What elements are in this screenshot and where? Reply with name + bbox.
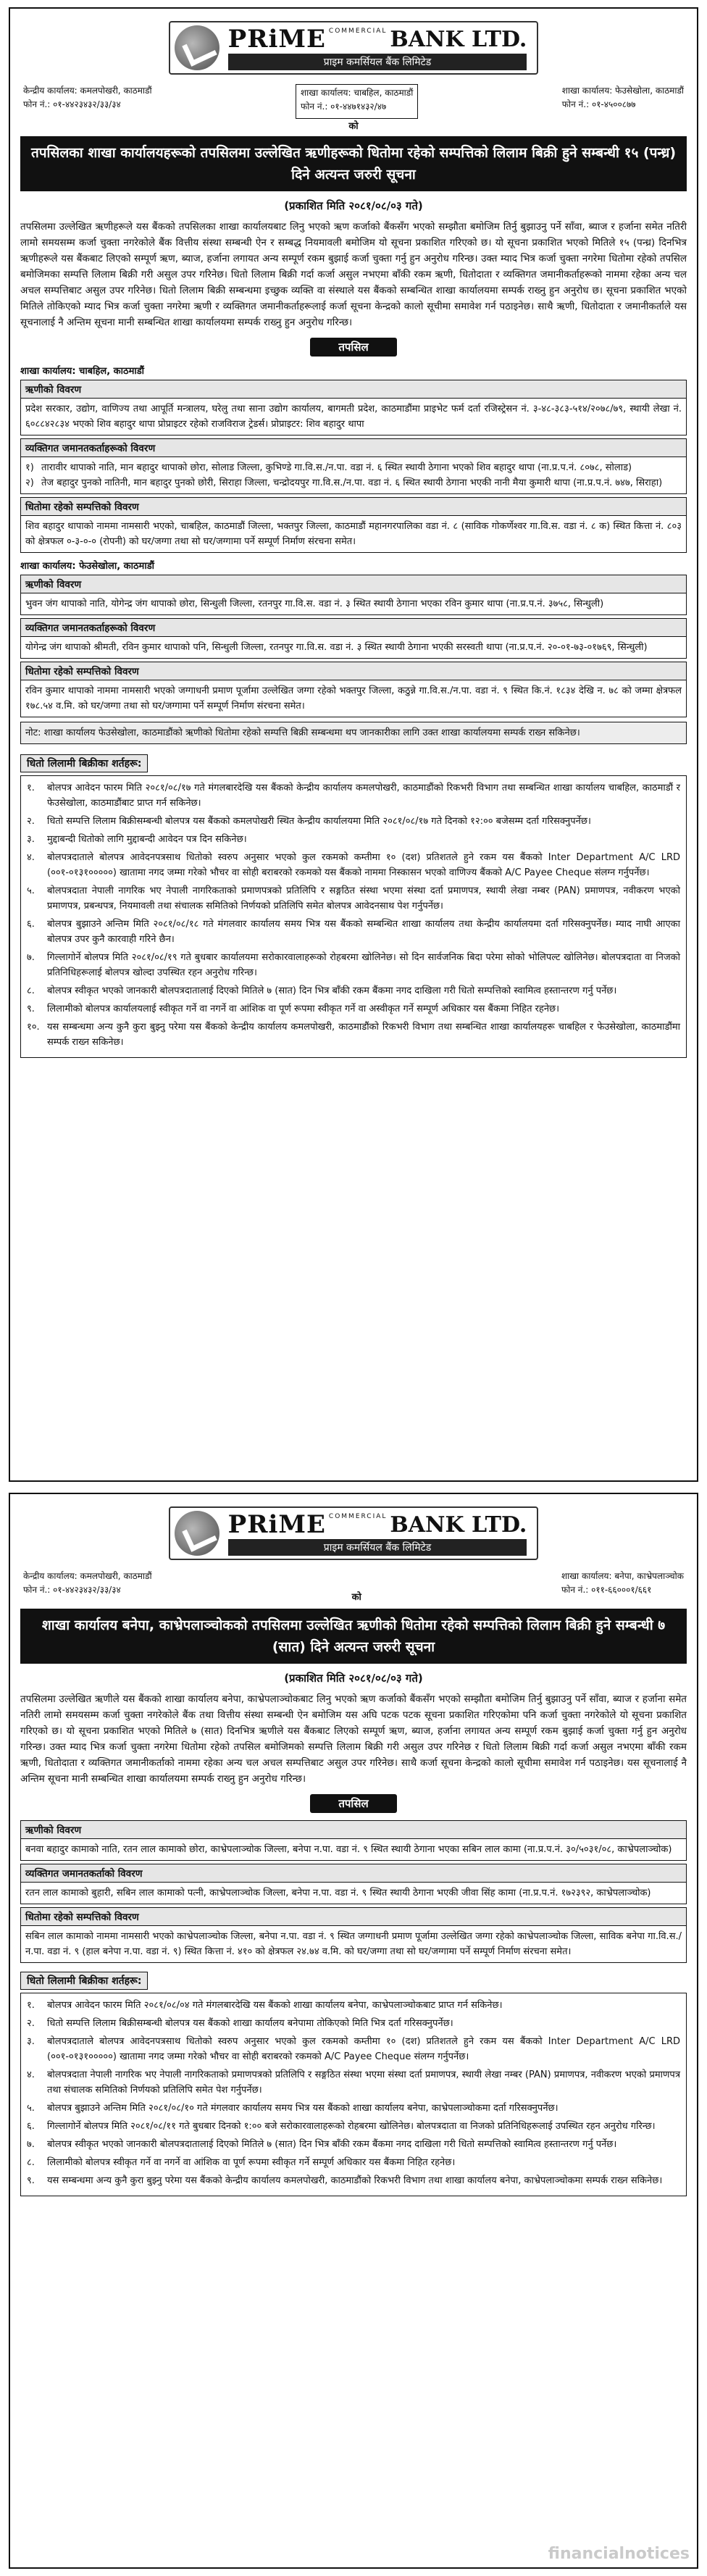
term-text: गिल्लागोर्ने बोलपत्र मिति २०८१/०८/११ गते बुधबार दिनको १:०० बजे सरोकारवालाहरूको रोहबरमा खोलिनेछ। बोलपत्रदाता वा निजको प्रतिनिधिहरूलाई उपस्थित रहन अनुरोध गरिन्छ। <box>47 2121 656 2132</box>
term-item <box>27 883 680 914</box>
borrower-details: बनवा बहादुर कामाको नाति, रतन लाल कामाको छोरा, काभ्रेपलाञ्चोक जिल्ला, बनेपा न.पा. वडा नं. ९ स्थित स्थायी ठेगाना भएका सबिन लाल कामा (ना.प्र.प.नं. ३०/५०३१/०८, काभ्रेपलाञ्चोक) <box>20 1838 687 1861</box>
notice-title: शाखा कार्यालय बनेपा, काभ्रेपलाञ्चोकको तपसिलमा उल्लेखित ऋणीको धितोमा रहेको सम्पत्तिको लिलाम बिक्री हुने सम्बन्धी ७ (सात) दिने अत्यन्त जरुरी सूचना <box>20 1609 687 1664</box>
collateral-heading: धितोमा रहेको सम्पत्तिको विवरण <box>20 497 687 515</box>
term-text: बोलपत्रदाताले बोलपत्र आवेदनपत्रसाथ धितोको स्वरुप अनुसार भएको कुल रकमको कम्तीमा १० (दश) प्रतिशतले हुने रकम यस बैंकको Inter Department A/C LRD (००१-०१३१०००००) खातामा नगद जम्मा गरेको भौचर वा सोही बराबरको रकमको यस बैंकको नाममा निस्कासन भएको वाणिज्य बैंकको A/C Payee Cheque संलग्न गर्नुपर्नेछ। <box>47 852 680 878</box>
collateral-heading: धितोमा रहेको सम्पत्तिको विवरण <box>20 662 687 680</box>
term-item <box>27 2101 680 2116</box>
borrower-heading: ऋणीको विवरण <box>20 380 687 398</box>
term-number: ५. <box>27 2103 35 2114</box>
term-number: ८. <box>27 985 35 996</box>
term-text: बोलपत्र स्वीकृत भएको जानकारी बोलपत्रदातालाई दिएको मितिले ७ (सात) दिन भित्र बाँकी रकम बैंकमा नगद दाखिला गरी धितो सम्पत्तिको स्वामित्व हस्तान्तरण गर्नु पर्नेछ। <box>47 2139 617 2150</box>
note-box: नोट: शाखा कार्यालय फेउसेखोला, काठमाडौंको ऋणीको धितोमा रहेको सम्पत्ति बिक्री सम्बन्धमा थप जानकारीका लागि उक्त शाखा कार्यालयमा सम्पर्क राख्न सकिनेछ। <box>20 722 687 744</box>
term-item <box>27 850 680 880</box>
brand-nepali: प्राइम कमर्सियल बैंक लिमिटेड <box>228 1539 527 1556</box>
term-number: २. <box>27 816 35 827</box>
term-item <box>27 780 680 811</box>
collateral-details: रविन कुमार थापाको नाममा नामसारी भएको जग्गाधनी प्रमाण पूर्जामा उल्लेखित जग्गा रहेको भक्तपुर जिल्ला, कठुन्ने गा.वि.स./न.पा. वडा नं. ९ स्थित कि.नं. १८३४ देखि न. ७८ को जम्मा क्षेत्रफल १७८.५४ व.मि. को घर/जग्गा तथा सो घर/जग्गामा पर्ने सम्पूर्ण निर्माण संरचना समेत। <box>20 680 687 717</box>
brand-commercial: COMMERCIAL <box>328 27 388 35</box>
term-item <box>27 1998 680 2013</box>
address-row <box>20 1567 687 1604</box>
branch-address-banepa: शाखा कार्यालय: बनेपा, काभ्रेपलाञ्चोक फोन नं.: ०११-६६०००१/६६१ <box>561 1571 684 1595</box>
borrower-details: भुवन जंग थापाको नाति, योगेन्द्र जंग थापाको छोरा, सिन्धुली जिल्ला, रतनपुर गा.वि.स. वडा नं. ३ स्थित स्थायी ठेगाना भएका रविन कुमार थापा (ना.प्र.प.नं. ३७५८, सिन्धुली) <box>20 593 687 615</box>
brand-suffix: BANK LTD. <box>390 26 527 52</box>
guarantor-details <box>20 457 687 494</box>
term-text: यस सम्बन्धमा अन्य कुनै कुरा बुझ्नु परेमा यस बैंकको केन्द्रीय कार्यालय कमलपोखरी, काठमाडौंको रिकभरी विभाग तथा सम्बन्धित शाखा कार्यालयहरू चाबहिल र फेउसेखोला, काठमाडौंमा सम्पर्क राख्न सकिनेछ। <box>47 1022 680 1048</box>
schedule-label: तपसिल <box>310 1794 397 1813</box>
term-number: ९. <box>27 1004 35 1014</box>
term-text: धितो सम्पत्ति लिलाम बिक्रीसम्बन्धी बोलपत्र यस बैंकको कमलपोखरी स्थित केन्द्रीय कार्यालयमा मिति २०८१/०८/१७ गते दिनको १२:०० बजेसम्म दर्ता गरिसक्नुपर्नेछ। <box>47 816 591 827</box>
bank-logo <box>169 21 539 75</box>
term-number: ९. <box>27 2175 35 2186</box>
term-text: बोलपत्रदाताले बोलपत्र आवेदनपत्रसाथ धितोको स्वरुप अनुसार भएको कुल रकमको कम्तीमा १० (दश) प्रतिशतले हुने रकम यस बैंकको Inter Department A/C LRD (००१-०१३१०००००) खातामा नगद जम्मा गरेको भौचर वा सोही बराबरको रकमको A/C Payee Cheque संलग्न गर्नुपर्नेछ। <box>47 2036 680 2062</box>
term-number: ८. <box>27 2157 35 2168</box>
term-text: यस सम्बन्धमा अन्य कुनै कुरा बुझ्नु परेमा यस बैंकको केन्द्रीय कार्यालय कमलपोखरी, काठमाडौंको रिकभरी विभाग तथा शाखा कार्यालय बनेपा, काभ्रेपलाञ्चोकमा सम्पर्क राख्न सकिनेछ। <box>47 2175 663 2186</box>
term-text: लिलामीको बोलपत्र स्वीकृत गर्ने वा नगर्ने वा आंशिक वा पूर्ण रूपमा स्वीकृत गर्ने सम्पूर्ण अधिकार यस बैंकमा निहित रहनेछ। <box>47 2157 456 2168</box>
guarantor-details: योगेन्द्र जंग थापाको श्रीमती, रविन कुमार थापाको पनि, सिन्धुली जिल्ला, रतनपुर गा.वि.स. वडा नं. ३ स्थित स्थायी ठेगाना भएकी सरस्वती थापा (ना.प्र.प.नं. २०-०१-७३-०१७६९, सिन्धुली) <box>20 636 687 659</box>
term-text: बोलपत्र बुझाउने अन्तिम मिति २०८१/०८/१८ गते मंगलवार कार्यालय समय भित्र यस बैंकको सम्बन्धित शाखा कार्यालय तथा केन्द्रीय कार्यालयमा दर्ता गरिसक्नुपर्नेछ। म्याद नाघी आएका बोलपत्र उपर कुनै कारवाही गरिने छैन। <box>47 919 680 945</box>
office-chabahil: शाखा कार्यालय: चाबहिल, काठमाडौं <box>20 366 145 377</box>
term-item <box>27 2067 680 2098</box>
term-number: ७. <box>27 2139 35 2150</box>
term-item <box>27 917 680 947</box>
guarantor-heading: व्यक्तिगत जमानतकर्ताहरूको विवरण <box>20 618 687 636</box>
term-item <box>27 2173 680 2188</box>
watermark: financialnotices <box>548 2545 690 2563</box>
ko-label: को <box>351 1592 361 1603</box>
notice-2 <box>9 1493 698 2569</box>
terms-list <box>20 1993 687 2196</box>
term-number: ३. <box>27 2036 35 2047</box>
guarantor-item: १) तारावीर थापाको नाति, मान बहादुर थापाको छोरा, सोलाड जिल्ला, कुभिण्डे गा.वि.स./न.पा. वडा नं. ६ स्थित स्थायी ठेगाना भएको शिव बहादुर थापा (ना.प्र.प.नं. ८०७८, सोलाड) <box>25 462 632 473</box>
term-item <box>27 2119 680 2134</box>
address-row <box>20 81 687 119</box>
brand-name: PRiME <box>227 1509 326 1539</box>
collateral-heading: धितोमा रहेको सम्पत्तिको विवरण <box>20 1907 687 1925</box>
term-item <box>27 832 680 847</box>
term-item <box>27 2016 680 2031</box>
terms-heading: धितो लिलामी बिक्रीका शर्तहरू: <box>20 754 148 772</box>
term-number: २. <box>27 2018 35 2029</box>
bank-logo-row <box>20 1500 687 1567</box>
publish-date: (प्रकाशित मिति २०८१/०८/०३ गते) <box>284 199 423 212</box>
branch-address-chabahil: शाखा कार्यालय: चाबहिल, काठमाडौं फोन नं.: ०१-४४७१४३२/४७ <box>296 84 418 119</box>
central-office-address: केन्द्रीय कार्यालय: कमलपोखरी, काठमाडौं फोन नं.: ०१-४४२३४३२/३३/३४ <box>23 86 152 109</box>
guarantor-item: २) तेज बहादुर पुनको नातिनी, मान बहादुर पुनको छोरी, सिराहा जिल्ला, चन्द्रोदयपुर गा.वि.स./न.पा. वडा नं. ६ स्थित स्थायी ठेगाना भएकी नानी मैया कुमारी थापा (ना.प्र.प.नं. ७४७, सिराहा) <box>25 478 663 488</box>
term-item <box>27 1001 680 1017</box>
branch-address-pheusekhola: शाखा कार्यालय: फेउसेखोला, काठमाडौं फोन नं.: ०१-४५००८७७ <box>561 86 684 109</box>
term-text: बोलपत्रदाता नेपाली नागरिक भए नेपाली नागरिकताको प्रमाणपत्रको प्रतिलिपि र सङ्गठित संस्था भएमा संस्था दर्ता प्रमाणपत्र, स्थायी लेखा नम्बर (PAN) प्रमाणपत्र, नवीकरण भएको प्रमाणपत्र, प्रबन्धपत्र, नियमावली तथा संचालक समितिको निर्णयको प्रतिलिपि समेत बोलपत्र आवेदनसाथ पेश गर्नुपर्नेछ। <box>47 885 680 912</box>
collateral-details: शिव बहादुर थापाको नाममा नामसारी भएको, चाबहिल, काठमाडौं जिल्ला, भक्तपुर जिल्ला, काठमाडौं महानगरपालिका वडा नं. ८ (साविक गोकर्णेश्वर गा.वि.स. वडा नं. ८ क) स्थित कित्ता नं. ८०३ को क्षेत्रफल ०-३-०-० (रोपनी) को घर/जग्गा तथा सो घर/जग्गामा पर्ने सम्पूर्ण निर्माण संरचना समेत। <box>20 515 687 553</box>
term-text: बोलपत्र आवेदन फारम मिति २०८१/०८/१७ गते मंगलबारदेखि यस बैंकको केन्द्रीय कार्यालय कमलपोखरी, काठमाडौंको रिकभरी विभाग तथा सम्बन्धित शाखा कार्यालय चाबहिल, काठमाडौं र फेउसेखोला, काठमाडौंबाट प्राप्त गर्न सकिनेछ। <box>47 783 680 809</box>
term-number: ४. <box>27 2069 35 2080</box>
term-text: मुद्दाबन्दी धितोको लागि मुद्दाबन्दी आवेदन पत्र दिन सकिनेछ। <box>47 834 247 845</box>
borrower-details: प्रदेश सरकार, उद्योग, वाणिज्य तथा आपूर्ति मन्त्रालय, घरेलु तथा साना उद्योग कार्यालय, बागमती प्रदेश, काठमाडौंमा प्राइभेट फर्म दर्ता रजिस्ट्रेसन नं. ३-४८-३८३-५१४/२०७८/७९, स्थायी लेखा नं. ६०८८४२८३४ भएको शिव बहादुर थापा प्रोप्राइटर रहेको राजविराज ट्रेडर्स। प्रोप्राइटर: शिव बहादुर थापा <box>20 398 687 435</box>
term-item <box>27 2034 680 2064</box>
term-item <box>27 2155 680 2170</box>
term-number: १०. <box>27 1022 40 1033</box>
prime-logo-icon <box>175 1511 219 1556</box>
prime-logo-icon <box>175 25 219 70</box>
borrower-heading: ऋणीको विवरण <box>20 1820 687 1838</box>
brand-name: PRiME <box>227 24 326 54</box>
ko-label: को <box>348 121 359 132</box>
collateral-details: सबिन लाल कामाको नाममा नामसारी भएको काभ्रेपलाञ्चोक जिल्ला, बनेपा न.पा. वडा नं. ९ स्थित जग्गाधनी प्रमाण पूर्जामा उल्लेखित जग्गा रहेको काभ्रेपलाञ्चोक जिल्ला, साविक बनेपा गा.वि.स./न.पा. वडा नं. ९ (हाल बनेपा न.पा. वडा नं. ९) स्थित कित्ता नं. ४१० को क्षेत्रफल २४.७४ व.मि. को घर/जग्गा तथा सो घर/जग्गामा पर्ने सम्पूर्ण निर्माण संरचना समेत। <box>20 1925 687 1963</box>
term-text: लिलामीको बोलपत्र कार्यालयलाई स्वीकृत गर्ने वा नगर्ने वा आंशिक वा पूर्ण रूपमा स्वीकृत गर्ने वा अस्वीकृत गर्ने सम्पूर्ण अधिकार यस बैंकमा निहित रहनेछ। <box>47 1004 560 1014</box>
bank-logo <box>169 1506 539 1560</box>
guarantor-heading: व्यक्तिगत जमानतकर्ताको विवरण <box>20 1864 687 1882</box>
term-text: बोलपत्र स्वीकृत भएको जानकारी बोलपत्रदातालाई दिएको मितिले ७ (सात) दिन भित्र बाँकी रकम बैंकमा नगद दाखिला गरी धितो सम्पत्तिको स्वामित्व हस्तान्तरण गर्नु पर्नेछ। <box>47 985 617 996</box>
brand-commercial: COMMERCIAL <box>328 1512 388 1520</box>
term-item <box>27 950 680 980</box>
brand-suffix: BANK LTD. <box>390 1512 527 1538</box>
terms-list <box>20 775 687 1058</box>
term-item <box>27 1020 680 1050</box>
office-pheusekhola: शाखा कार्यालय: फेउसेखोला, काठमाडौं <box>20 561 155 572</box>
term-item <box>27 814 680 829</box>
schedule-label: तपसिल <box>310 338 397 357</box>
term-number: १. <box>27 783 35 793</box>
notice-1 <box>9 7 698 1482</box>
borrower-heading: ऋणीको विवरण <box>20 575 687 593</box>
term-item <box>27 2137 680 2152</box>
term-text: धितो सम्पत्ति लिलाम बिक्रीसम्बन्धी बोलपत्र यस बैंकको शाखा कार्यालय बनेपामा तोकिएको मिति भित्र दर्ता गरिसक्नुपर्नेछ। <box>47 2018 453 2029</box>
term-number: ५. <box>27 885 35 896</box>
term-number: १. <box>27 2000 35 2011</box>
guarantor-details: रतन लाल कामाको बुहारी, सबिन लाल कामाको पत्नी, काभ्रेपलाञ्चोक जिल्ला, बनेपा न.पा. वडा नं. ९ स्थित स्थायी ठेगाना भएकी जीवा सिंह कामा (ना.प्र.प.नं. १७२३९२, काभ्रेपलाञ्चोक) <box>20 1882 687 1904</box>
intro-paragraph: तपसिलमा उल्लेखित ऋणीले यस बैंकको शाखा कार्यालय बनेपा, काभ्रेपलाञ्चोकबाट लिनु भएको ऋण कर्जाको बैंकसँग भएको सम्झौता बमोजिम तिर्नु बुझाउनु पर्ने साँवा, ब्याज र हर्जाना समेत नतिरी लामो समयसम्म कर्जा चुक्ता नगरेकोले बैंक तथा वित्तीय संस्था सम्बन्धी ऐन बमोजिम यस अघि पटक पटक सूचना प्रकाशित गरिएकोमा पनि कर्जा चुक्ता नगरेकोले यो सूचना प्रकाशित गरिएको छ। यो सूचना प्रकाशित भएको मितिले ७ (सात) दिनभित्र ऋणीले यस बैंकबाट लिएको सम्पूर्ण ऋण, ब्याज, हर्जाना लगायत अन्य सम्पूर्ण रकम बुझाई कर्जा चुक्ता गर्नु हुन अनुरोध गरिन्छ। उक्त म्याद भित्र कर्जा चुक्ता नगरेमा धितोमा रहेको तपसिल बमोजिमको सम्पत्ति लिलाम बिक्री गरी असुल उपर गरिनेछ र धितो लिलाम बिक्री गर्दा कर्जा असुल नभएमा बाँकी रकम ऋणी, धितोदाता र व्यक्तिगत जमानीकर्ताको नाममा रहेका अन्य चल अचल सम्पत्तिबाट असुल उपर गरिनेछ। साथै कर्जा सूचना केन्द्रको कालो सूचीमा समावेश गर्न पठाइनेछ। यस सूचनालाई नै अन्तिम सूचना मानी सम्बन्धित शाखा कार्यालयमा सम्पर्क राख्नु हुन अनुरोध गरिन्छ। <box>20 1693 687 1785</box>
term-number: ६. <box>27 2121 35 2132</box>
intro-paragraph: तपसिलमा उल्लेखित ऋणीहरूले यस बैंकको तपसिलका शाखा कार्यालयबाट लिनु भएको ऋण कर्जाको बैंकसँग भएको सम्झौता बमोजिम तिर्नु बुझाउनु पर्ने साँवा, ब्याज र हर्जाना समेत नतिरी लामो समयसम्म कर्जा चुक्ता नगरेकोले बैंक वित्तीय संस्था सम्बन्धी ऐन र सम्बद्ध नियमावली बमोजिम यो सूचना प्रकाशित गरिएको छ। यो सूचना प्रकाशित भएको मितिले १५ (पन्ध्र) दिनभित्र ऋणीहरूले यस बैंकबाट लिएको सम्पूर्ण ऋण, ब्याज, हर्जाना लगायत अन्य सम्पूर्ण रकम बुझाई कर्जा चुक्ता गर्नु हुन अनुरोध गरिन्छ। उक्त म्याद भित्र कर्जा चुक्ता नगरेमा धितोमा रहेको तपसिल बमोजिमका सम्पत्ति लिलाम बिक्री गरी असुल उपर गरिनेछ। धितो लिलाम बिक्री गर्दा कर्जा असुल नभएमा बाँकी रकम ऋणी, धितोदाता र व्यक्तिगत जमानीकर्ताहरूको नाममा रहेका अन्य चल अचल सम्पत्तिबाट असुल उपर गरिनेछ। धितो लिलाम बिक्री सम्बन्धमा इच्छुक व्यक्ति वा संस्थाले यस बैंकको सम्बन्धित शाखा कार्यालयमा सम्पर्क राख्नु हुन अनुरोध छ। सूचना प्रकाशित भएको मितिले तोकिएको म्याद भित्र कर्जा चुक्ता नगरेमा ऋणी र व्यक्तिगत जमानीकर्ताहरूलाई कर्जा सूचना केन्द्रको कालो सूचीमा समावेश गर्न पठाइनेछ। साथै ऋणी, धितोदाता र जमानीकर्ताले यस सूचनालाई नै अन्तिम सूचना मानी सम्बन्धित शाखा कार्यालयमा सम्पर्क राख्नु हुन अनुरोध गरिन्छ। <box>20 221 687 328</box>
term-text: बोलपत्र आवेदन फारम मिति २०८१/०८/०४ गते मंगलबारदेखि यस बैंकको शाखा कार्यालय बनेपा, काभ्रेपलाञ्चोकबाट प्राप्त गर्न सकिनेछ। <box>47 2000 503 2011</box>
term-item <box>27 983 680 999</box>
publish-date: (प्रकाशित मिति २०८१/०८/०३ गते) <box>284 1672 423 1685</box>
terms-heading: धितो लिलामी बिक्रीका शर्तहरू: <box>20 1972 148 1990</box>
term-number: ६. <box>27 919 35 930</box>
notice-title: तपसिलका शाखा कार्यालयहरूको तपसिलमा उल्लेखित ऋणीहरूको धितोमा रहेको सम्पत्तिको लिलाम बिक्री हुने सम्बन्धी १५ (पन्ध्र) दिने अत्यन्त जरुरी सूचना <box>20 136 687 191</box>
brand-nepali: प्राइम कमर्सियल बैंक लिमिटेड <box>228 54 527 70</box>
term-text: बोलपत्रदाता नेपाली नागरिक भए नेपाली नागरिकताको प्रमाणपत्रको प्रतिलिपि र सङ्गठित संस्था भएमा संस्था दर्ता प्रमाणपत्र, स्थायी लेखा नम्बर (PAN) प्रमाणपत्र, नवीकरण भएको प्रमाणपत्र तथा संचालक समितिको निर्णयको प्रतिलिपि समेत पेश गर्नुपर्नेछ। <box>47 2069 680 2096</box>
term-number: ४. <box>27 852 35 863</box>
term-number: ३. <box>27 834 35 845</box>
term-number: ७. <box>27 952 35 963</box>
guarantor-heading: व्यक्तिगत जमानतकर्ताहरूको विवरण <box>20 438 687 457</box>
bank-logo-row <box>20 14 687 81</box>
term-text: गिल्लागोर्ने बोलपत्र मिति २०८१/०८/१९ गते बुधबार कार्यालयमा सरोकारवालाहरूको रोहबरमा खोलिनेछ। सो दिन सार्वजनिक बिदा परेमा सोको भोलिपल्ट खोलिनेछ। बोलपत्रदाता वा निजको प्रतिनिधिहरूलाई बोलपत्र खोल्दा उपस्थित रहन अनुरोध गरिन्छ। <box>47 952 680 978</box>
central-office-address: केन्द्रीय कार्यालय: कमलपोखरी, काठमाडौं फोन नं.: ०१-४४२३४३२/३३/३४ <box>23 1571 152 1595</box>
term-text: बोलपत्र बुझाउने अन्तिम मिति २०८१/०८/१० गते मंगलवार कार्यालय समय भित्र यस बैंकको शाखा कार्यालय बनेपा, काभ्रेपलाञ्चोकमा दर्ता गरिसक्नुपर्नेछ। <box>47 2103 559 2114</box>
